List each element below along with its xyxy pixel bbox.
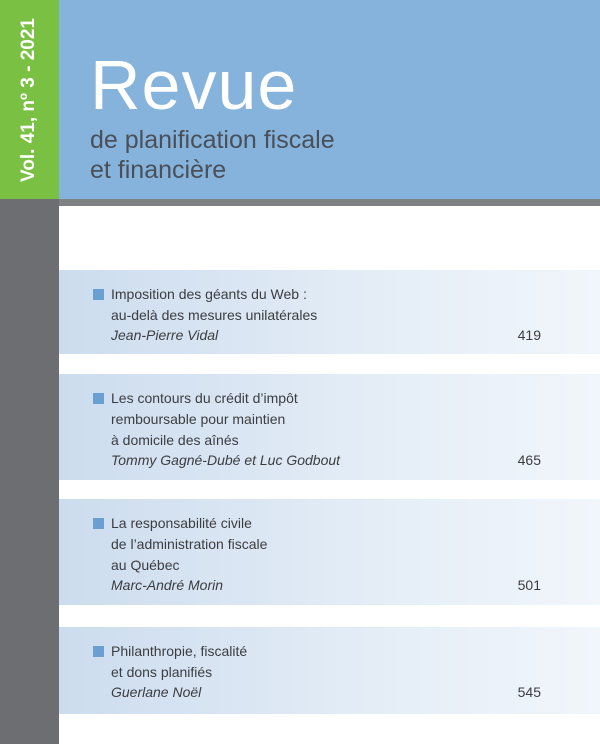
- article-author: Marc-André Morin: [111, 577, 224, 593]
- article-title-line: de l’administration fiscale: [111, 536, 268, 552]
- article-title-line: Imposition des géants du Web :: [111, 286, 307, 302]
- article-title-line: à domicile des aînés: [111, 432, 239, 448]
- journal-subtitle: [90, 125, 335, 185]
- article-title-line: La responsabilité civile: [111, 515, 252, 531]
- journal-title: Revue: [90, 46, 298, 124]
- article-title-line: Philanthropie, fiscalité: [111, 643, 248, 659]
- bullet-icon: [93, 393, 104, 404]
- article-title: [111, 513, 267, 576]
- article-page: 465: [517, 452, 541, 468]
- article-title-line: au Québec: [111, 557, 180, 573]
- article-author: Jean-Pierre Vidal: [111, 327, 219, 343]
- article-title-line: au-delà des mesures unilatérales: [111, 307, 318, 323]
- article-title: [111, 641, 247, 683]
- article-3[interactable]: [59, 499, 600, 605]
- bullet-icon: [93, 646, 104, 657]
- volume-label: Vol. 41, nº 3 - 2021: [18, 18, 39, 182]
- header-divider: [59, 199, 600, 206]
- article-page: 501: [517, 577, 541, 593]
- subtitle-line-1: de planification fiscale: [90, 126, 335, 154]
- bullet-icon: [93, 518, 104, 529]
- article-1[interactable]: [59, 270, 600, 354]
- article-page: 545: [517, 684, 541, 700]
- article-title-line: remboursable pour maintien: [111, 411, 286, 427]
- article-title: [111, 284, 317, 326]
- article-title: [111, 388, 298, 451]
- article-author: Tommy Gagné-Dubé et Luc Godbout: [111, 452, 341, 468]
- article-4[interactable]: [59, 627, 600, 714]
- article-page: 419: [517, 327, 541, 343]
- subtitle-line-2: et financière: [90, 156, 227, 184]
- article-author: Guerlane Noël: [111, 684, 202, 700]
- article-title-line: Les contours du crédit d’impôt: [111, 390, 298, 406]
- article-2[interactable]: [59, 374, 600, 480]
- article-title-line: et dons planifiés: [111, 664, 213, 680]
- bullet-icon: [93, 289, 104, 300]
